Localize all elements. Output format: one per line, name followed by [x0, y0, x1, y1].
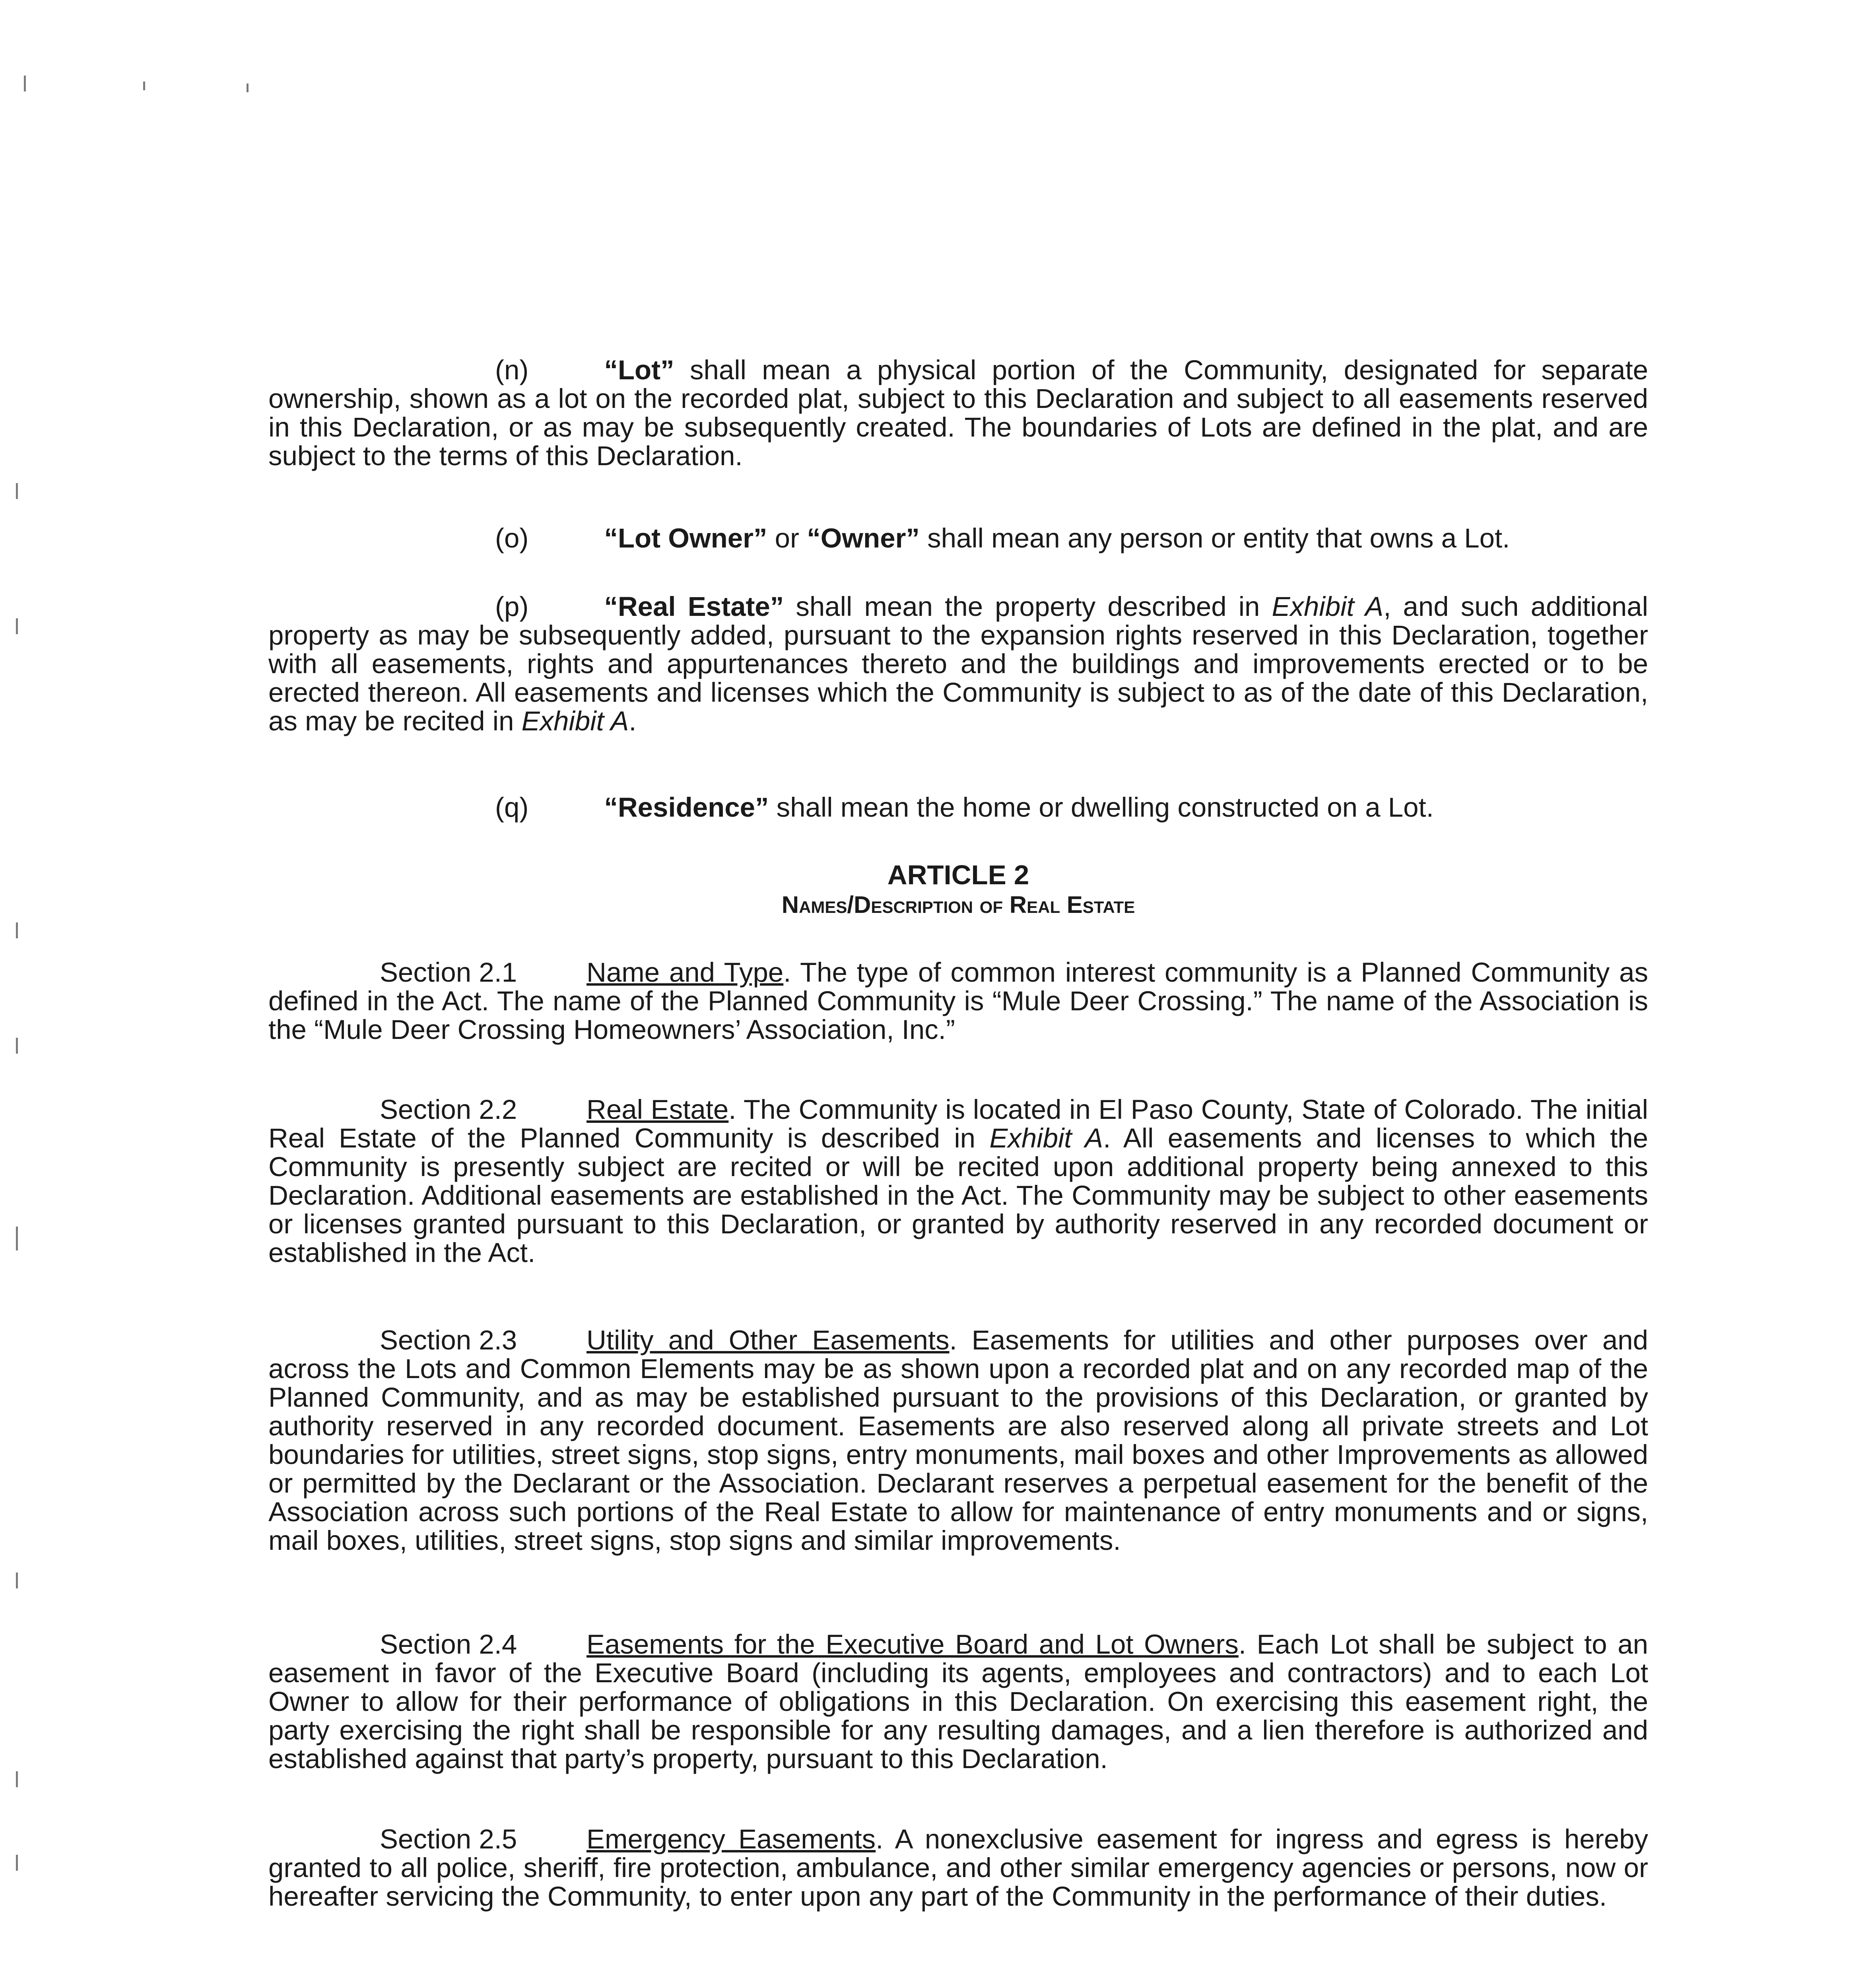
definition-n	[268, 356, 1648, 470]
scan-mark	[16, 1038, 18, 1054]
section-number: Section 2.4	[380, 1629, 517, 1660]
definition-p	[268, 592, 1648, 736]
definition-label: (n)	[495, 355, 529, 385]
definition-o	[268, 524, 1648, 553]
section-2-3	[268, 1326, 1648, 1555]
exhibit-reference: Exhibit A	[521, 706, 629, 736]
definition-text: shall mean any person or entity that owns a Lot.	[919, 523, 1510, 553]
section-2-4	[268, 1630, 1648, 1773]
section-heading: Utility and Other Easements	[586, 1325, 950, 1355]
definition-label: (q)	[495, 792, 529, 823]
definition-term: “Lot”	[604, 355, 674, 385]
definition-term: “Residence”	[604, 792, 769, 823]
section-2-5	[268, 1825, 1648, 1911]
definition-text: shall mean a physical portion of the Community, designated for separate ownership, shown as a lot on the recorded plat, subject to this Declaration and subject to all easements reserved in this Declaration, or as may be subsequently created. The boundaries of Lots are defined in the plat, and are subject to the terms of this Declaration.	[268, 355, 1648, 471]
definition-term: “Real Estate”	[604, 591, 784, 622]
section-heading: Emergency Easements	[586, 1824, 876, 1854]
section-text: . A nonexclusive easement for ingress and egress is hereby granted to all police, sheriff, fire protection, ambulance, and other similar emergency agencies or persons, now or hereafter servicing the Community, to enter upon any part of the Community in the performance of their duties.	[268, 1824, 1648, 1912]
scan-mark	[16, 1227, 18, 1250]
scan-mark	[247, 83, 249, 92]
scan-mark	[24, 76, 26, 91]
definition-connector: or	[767, 523, 807, 553]
article-title: ARTICLE 2	[887, 860, 1029, 890]
scan-mark	[16, 618, 18, 634]
scan-mark	[16, 922, 18, 938]
section-number: Section 2.1	[380, 957, 517, 988]
section-heading: Easements for the Executive Board and Lot Owners	[586, 1629, 1239, 1660]
scan-mark	[16, 1771, 18, 1787]
definition-text: shall mean the home or dwelling constructed on a Lot.	[769, 792, 1434, 823]
section-2-1	[268, 958, 1648, 1044]
definition-label: (o)	[495, 523, 529, 553]
section-text: . The type of common interest community is a Planned Community as defined in the Act. The name of the Planned Community is “Mule Deer Crossing.” The name of the Association is the “Mule Deer Crossing Homeowners’ Association, Inc.”	[268, 957, 1648, 1045]
section-heading: Real Estate	[586, 1094, 729, 1125]
definition-term: “Owner”	[807, 523, 920, 553]
definition-text: , and such additional property as may be subsequently added, pursuant to the expansion rights reserved in this Declaration, together with all easements, rights and appurtenances thereto and the buildings and improvements erected or to be erected thereon. All easements and licenses which the Community is subject to as of the date of this Declaration, as may be recited in	[268, 591, 1648, 736]
definition-label: (p)	[495, 591, 529, 622]
exhibit-reference: Exhibit A	[1272, 591, 1384, 622]
definition-text: .	[629, 706, 637, 736]
section-number: Section 2.5	[380, 1824, 517, 1854]
section-heading: Name and Type	[586, 957, 784, 988]
scan-mark	[16, 1855, 18, 1871]
definition-text: shall mean the property described in	[784, 591, 1272, 622]
scan-mark	[16, 483, 18, 499]
section-2-2	[268, 1095, 1648, 1267]
exhibit-reference: Exhibit A	[989, 1123, 1103, 1153]
definition-q	[268, 793, 1648, 822]
section-text: . Each Lot shall be subject to an easement in favor of the Executive Board (including its agents, employees and contractors) and to each Lot Owner to allow for their performance of obligations in this Declaration. On exercising this easement right, the party exercising the right shall be responsible for any resulting damages, and a lien therefore is authorized and established against that party’s property, pursuant to this Declaration.	[268, 1629, 1648, 1774]
scan-mark	[16, 1573, 18, 1588]
definition-term: “Lot Owner”	[604, 523, 767, 553]
section-text: . The Community is located in El Paso County, State of Colorado. The initial Real Estate of the Planned Community is described in	[268, 1094, 1648, 1153]
section-text: . All easements and licenses to which the Community is presently subject are recited or will be recited upon additional property being annexed to this Declaration. Additional easements are established in the Act. The Community may be subject to other easements or licenses granted pursuant to this Declaration, or granted by authority reserved in any recorded document or established in the Act.	[268, 1123, 1648, 1268]
scan-mark	[143, 82, 145, 90]
section-number: Section 2.2	[380, 1094, 517, 1125]
section-number: Section 2.3	[380, 1325, 517, 1355]
section-text: . Easements for utilities and other purposes over and across the Lots and Common Elements may be as shown upon a recorded plat and on any recorded map of the Planned Community, and as may be established pursuant to the provisions of this Declaration, or granted by authority reserved in any recorded document. Easements are also reserved along all private streets and Lot boundaries for utilities, street signs, stop signs, entry monuments, mail boxes and other Improvements as allowed or permitted by the Declarant or the Association. Declarant reserves a perpetual easement for the benefit of the Association across such portions of the Real Estate to allow for maintenance of entry monuments and or signs, mail boxes, utilities, street signs, stop signs and similar improvements.	[268, 1325, 1649, 1556]
article-subtitle: Names/Description of Real Estate	[781, 891, 1135, 918]
